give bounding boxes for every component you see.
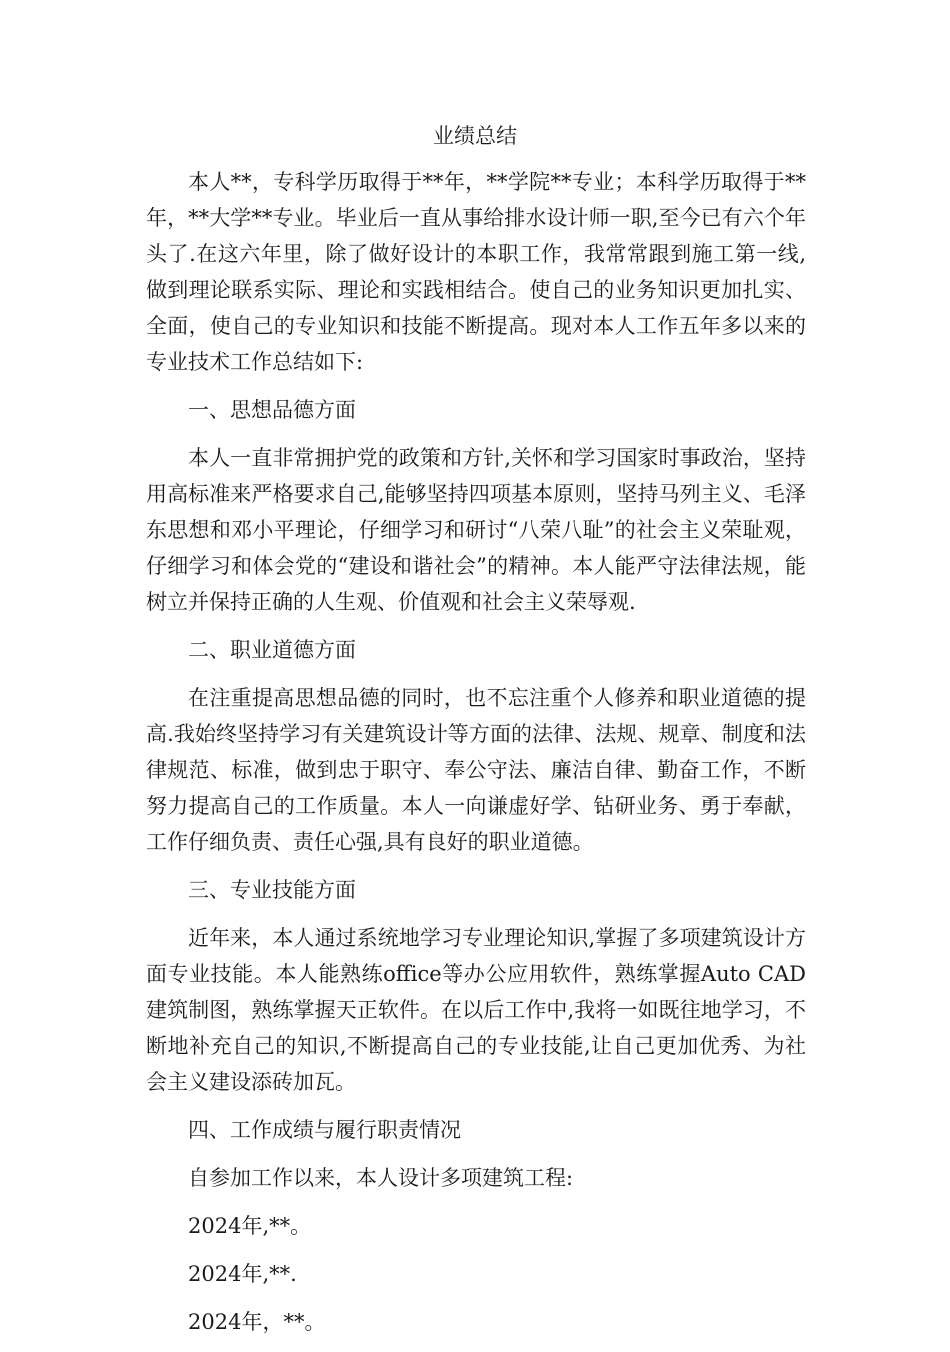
section-heading-ideology: 一、思想品德方面 bbox=[188, 398, 356, 422]
document-title: 业绩总结 bbox=[433, 124, 517, 148]
project-item: 2024年,**。 bbox=[188, 1214, 312, 1238]
intro-paragraph: 本人**，专科学历取得于**年，**学院**专业；本科学历取得于**年，**大学**专业。毕业后一直从事给排水设计师一职,至今已有六个年头了.在这六年里，除了做好设计的本职工作，我常常跟到施工第一线,做到理论联系实际、理论和实践相结合。使自己的业务知识更加扎实、全面，使自己的专业知识和技能不断提高。现对本人工作五年多以来的专业技术工作总结如下: bbox=[146, 170, 806, 374]
project-item: 2024年，**。 bbox=[188, 1310, 326, 1334]
document-body bbox=[146, 164, 806, 1352]
section-heading-ethics: 二、职业道德方面 bbox=[188, 638, 356, 662]
section-body-ethics: 在注重提高思想品德的同时，也不忘注重个人修养和职业道德的提高.我始终坚持学习有关建筑设计等方面的法律、法规、规章、制度和法律规范、标准，做到忠于职守、奉公守法、廉洁自律、勤奋工作，不断努力提高自己的工作质量。本人一向谦虚好学、钻研业务、勇于奉献，工作仔细负责、责任心强,具有良好的职业道德。 bbox=[146, 686, 806, 854]
section-body-achievements: 自参加工作以来，本人设计多项建筑工程: bbox=[188, 1166, 574, 1190]
section-body-ideology: 本人一直非常拥护党的政策和方针,关怀和学习国家时事政治，坚持用高标准来严格要求自己,能够坚持四项基本原则，坚持马列主义、毛泽东思想和邓小平理论，仔细学习和研讨“八荣八耻”的社会主义荣耻观，仔细学习和体会党的“建设和谐社会”的精神。本人能严守法律法规，能树立并保持正确的人生观、价值观和社会主义荣辱观. bbox=[146, 446, 806, 614]
section-heading-skills: 三、专业技能方面 bbox=[188, 878, 356, 902]
project-item: 2024年,**. bbox=[188, 1262, 297, 1286]
section-body-skills: 近年来，本人通过系统地学习专业理论知识,掌握了多项建筑设计方面专业技能。本人能熟练office等办公应用软件，熟练掌握Auto CAD建筑制图，熟练掌握天正软件。在以后工作中,我将一如既往地学习，不断地补充自己的知识,不断提高自己的专业技能,让自己更加优秀、为社会主义建设添砖加瓦。 bbox=[146, 926, 806, 1094]
section-heading-achievements: 四、工作成绩与履行职责情况 bbox=[188, 1118, 461, 1142]
